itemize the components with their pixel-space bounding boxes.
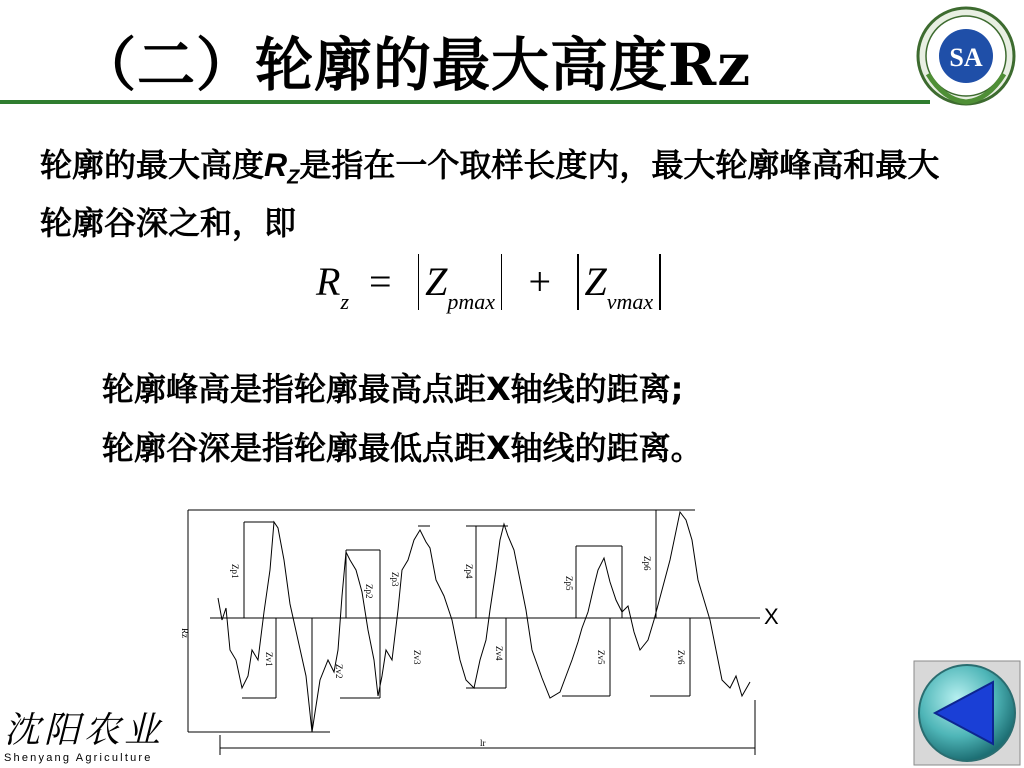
slide-title: （二）轮廓的最大高度Rz (78, 31, 752, 99)
zp2-label: Zp2 (364, 584, 374, 599)
school-name-en: Shenyang Agriculture (4, 752, 153, 764)
roughness-profile-figure (170, 500, 790, 760)
peak-definition: 轮廓峰高是指轮廓最高点距X轴线的距离; (102, 370, 684, 408)
zv3-label: Zv3 (412, 650, 422, 665)
x-axis-label: X (764, 604, 779, 629)
zp3-label: Zp3 (390, 572, 400, 587)
definition-paragraph (40, 142, 970, 246)
zp1-label: Zp1 (230, 564, 240, 579)
zv6-label: Zv6 (676, 650, 686, 665)
zp6-label: Zp6 (642, 556, 652, 571)
formula-lhs-sub: z (340, 289, 349, 315)
sampling-length-label: lr (480, 738, 486, 748)
back-button[interactable] (913, 660, 1021, 766)
zp4-label: Zp4 (464, 564, 474, 579)
formula-zv: Z (584, 259, 607, 305)
zv1-label: Zv1 (264, 652, 274, 667)
formula-zv-sub: vmax (606, 289, 654, 315)
abs-bar (659, 254, 661, 310)
school-name-cn: 沈阳农业 (4, 710, 165, 751)
title-divider (0, 100, 930, 104)
university-badge-logo (914, 4, 1018, 108)
rz-formula (316, 258, 667, 318)
rz-dimension-label: Rz (180, 628, 190, 638)
zp5-label: Zp5 (564, 576, 574, 591)
abs-bar (418, 254, 420, 310)
abs-bar (577, 254, 579, 310)
definition-text-start: 轮廓的最大高度 (40, 146, 265, 184)
formula-plus: + (528, 259, 552, 305)
abs-bar (501, 254, 503, 310)
formula-equals: = (369, 259, 392, 305)
zv4-label: Zv4 (494, 646, 504, 661)
zv5-label: Zv5 (596, 650, 606, 665)
badge-letters: SA (949, 43, 983, 72)
definition-text-end: 是指在一个取样长度内，最大轮廓峰高和最大轮廓谷深之和，即 (40, 146, 940, 243)
profile-curve (218, 512, 750, 732)
zv2-label: Zv2 (334, 664, 344, 679)
formula-zp: Z (425, 259, 448, 305)
valley-definition: 轮廓谷深是指轮廓最低点距X轴线的距离。 (102, 429, 703, 467)
formula-lhs: R (316, 259, 341, 305)
rz-symbol: $R_Z$ (264, 147, 300, 189)
formula-zp-sub: pmax (447, 289, 495, 315)
